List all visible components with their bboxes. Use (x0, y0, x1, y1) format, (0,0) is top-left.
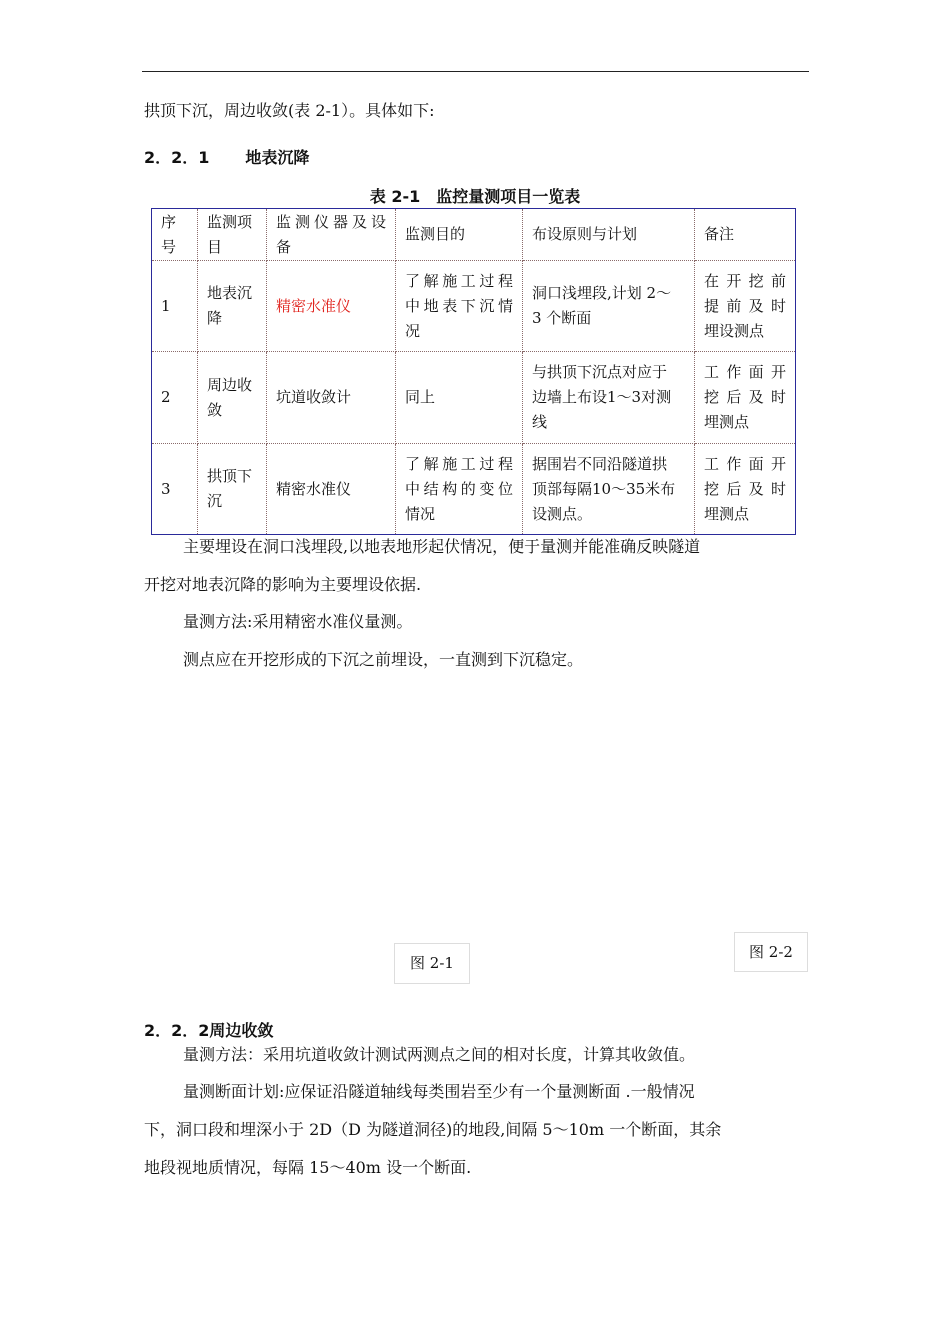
table-row (152, 444, 796, 535)
section-heading-2-2-1 (144, 145, 309, 168)
cell-note: 工作面开 挖后及时 埋测点 (695, 352, 796, 444)
figure-2-2-caption: 图 2-2 (734, 932, 808, 972)
table-header-row (152, 209, 796, 261)
cell-instrument: 精密水准仪 (267, 261, 396, 352)
header-rule (142, 71, 809, 72)
paragraph-burial-line-1: 主要埋设在洞口浅埋段,以地表地形起伏情况，便于量测并能准确反映隧道 (183, 537, 701, 556)
cell-item: 周边收 敛 (198, 352, 267, 444)
paragraph-convergence-method: 量测方法：采用坑道收敛计测试两测点之间的相对长度，计算其收敛值。 (183, 1045, 696, 1064)
cell-note: 工作面开 挖后及时 埋测点 (695, 444, 796, 535)
cell-note: 在开挖前 提前及时 埋设测点 (695, 261, 796, 352)
cell-instrument: 坑道收敛计 (267, 352, 396, 444)
monitoring-table (151, 208, 796, 535)
header-note: 备注 (695, 209, 796, 261)
cell-purpose: 同上 (396, 352, 523, 444)
section-number: 2．2．2 (144, 1021, 210, 1040)
section-number: 2．2．1 (144, 148, 210, 167)
cell-plan: 与拱顶下沉点对应于 边墙上布设1～3对测 线 (523, 352, 695, 444)
section-title: 地表沉降 (245, 148, 310, 167)
header-instrument: 监测仪器及设 备 (267, 209, 396, 261)
cell-purpose: 了解施工过程 中地表下沉情 况 (396, 261, 523, 352)
cell-no: 1 (152, 261, 198, 352)
section-heading-2-2-2 (144, 1018, 273, 1041)
header-plan: 布设原则与计划 (523, 209, 695, 261)
paragraph-section-plan-line-3: 地段视地质情况，每隔 15～40m 设一个断面. (144, 1158, 472, 1177)
cell-no: 2 (152, 352, 198, 444)
header-purpose: 监测目的 (396, 209, 523, 261)
paragraph-section-plan-line-2: 下，洞口段和埋深小于 2D（D 为隧道洞径)的地段,间隔 5～10m 一个断面，其余 (144, 1120, 722, 1139)
paragraph-burial-line-2: 开挖对地表沉降的影响为主要埋设依据. (144, 575, 422, 594)
cell-instrument: 精密水准仪 (267, 444, 396, 535)
header-item: 监测项 目 (198, 209, 267, 261)
paragraph-method-level: 量测方法:采用精密水准仪量测。 (183, 612, 413, 631)
figure-2-1-caption: 图 2-1 (394, 943, 470, 984)
header-no: 序 号 (152, 209, 198, 261)
table-caption: 表 2-1 监控量测项目一览表 (369, 187, 581, 206)
cell-item: 拱顶下 沉 (198, 444, 267, 535)
section-title: 周边收敛 (209, 1021, 274, 1040)
table-row (152, 261, 796, 352)
intro-line: 拱顶下沉，周边收敛(表 2-1）。具体如下: (144, 101, 435, 120)
paragraph-measure-point: 测点应在开挖形成的下沉之前埋设，一直测到下沉稳定。 (183, 650, 584, 669)
cell-plan: 洞口浅埋段,计划 2～ 3 个断面 (523, 261, 695, 352)
cell-no: 3 (152, 444, 198, 535)
cell-item: 地表沉 降 (198, 261, 267, 352)
cell-plan: 据围岩不同沿隧道拱 顶部每隔10～35米布 设测点。 (523, 444, 695, 535)
paragraph-section-plan-line-1: 量测断面计划:应保证沿隧道轴线每类围岩至少有一个量测断面 .一般情况 (183, 1082, 695, 1101)
cell-purpose: 了解施工过程 中结构的变位 情况 (396, 444, 523, 535)
table-row (152, 352, 796, 444)
